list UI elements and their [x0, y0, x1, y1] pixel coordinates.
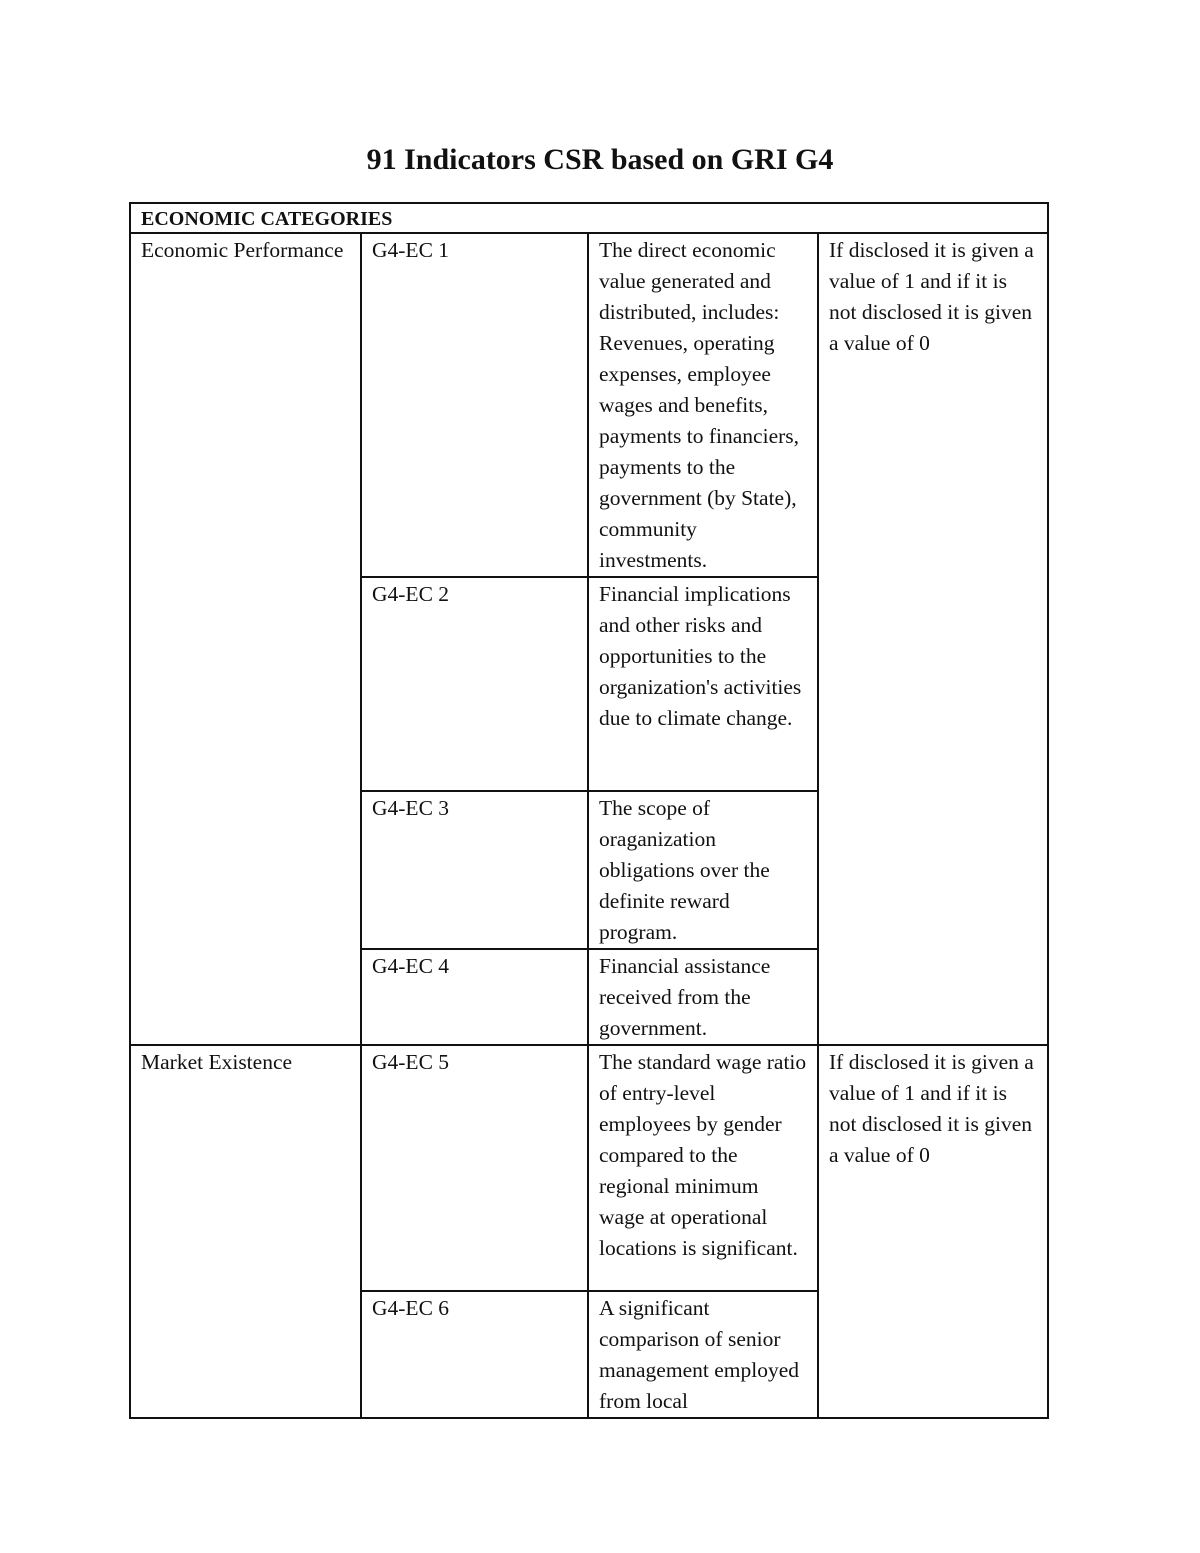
scoring-cell: If disclosed it is given a value of 1 and if it is not disclosed it is given a value of 0: [818, 1045, 1048, 1418]
indicator-code: G4-EC 5: [361, 1045, 588, 1291]
indicator-description: The standard wage ratio of entry-level employees by gender compared to the regional minimum wage at operational locations is significant.: [588, 1045, 818, 1291]
indicator-description: The direct economic value generated and distributed, includes: Revenues, operating expenses, employee wages and benefits, payments to financiers, payments to the government (by State), community investments.: [588, 233, 818, 577]
indicator-description: Financial assistance received from the government.: [588, 949, 818, 1045]
indicator-code: G4-EC 4: [361, 949, 588, 1045]
indicator-description: Financial implications and other risks and opportunities to the organization's activities due to climate change.: [588, 577, 818, 791]
page-title: 91 Indicators CSR based on GRI G4: [366, 143, 834, 176]
indicator-description: The scope of oraganization obligations over the definite reward program.: [588, 791, 818, 949]
indicator-code: G4-EC 6: [361, 1291, 588, 1418]
table-row: [130, 233, 1048, 577]
aspect-cell: Economic Performance: [130, 233, 361, 1045]
indicator-code: G4-EC 1: [361, 233, 588, 577]
category-header: ECONOMIC CATEGORIES: [130, 203, 1048, 233]
table-row: [130, 1045, 1048, 1291]
indicator-code: G4-EC 3: [361, 791, 588, 949]
indicator-description: A significant comparison of senior management employed from local: [588, 1291, 818, 1418]
indicator-code: G4-EC 2: [361, 577, 588, 791]
category-header-row: [130, 203, 1048, 233]
gri-indicators-table: [129, 202, 1049, 1419]
aspect-cell: Market Existence: [130, 1045, 361, 1418]
scoring-cell: If disclosed it is given a value of 1 and if it is not disclosed it is given a value of 0: [818, 233, 1048, 1045]
